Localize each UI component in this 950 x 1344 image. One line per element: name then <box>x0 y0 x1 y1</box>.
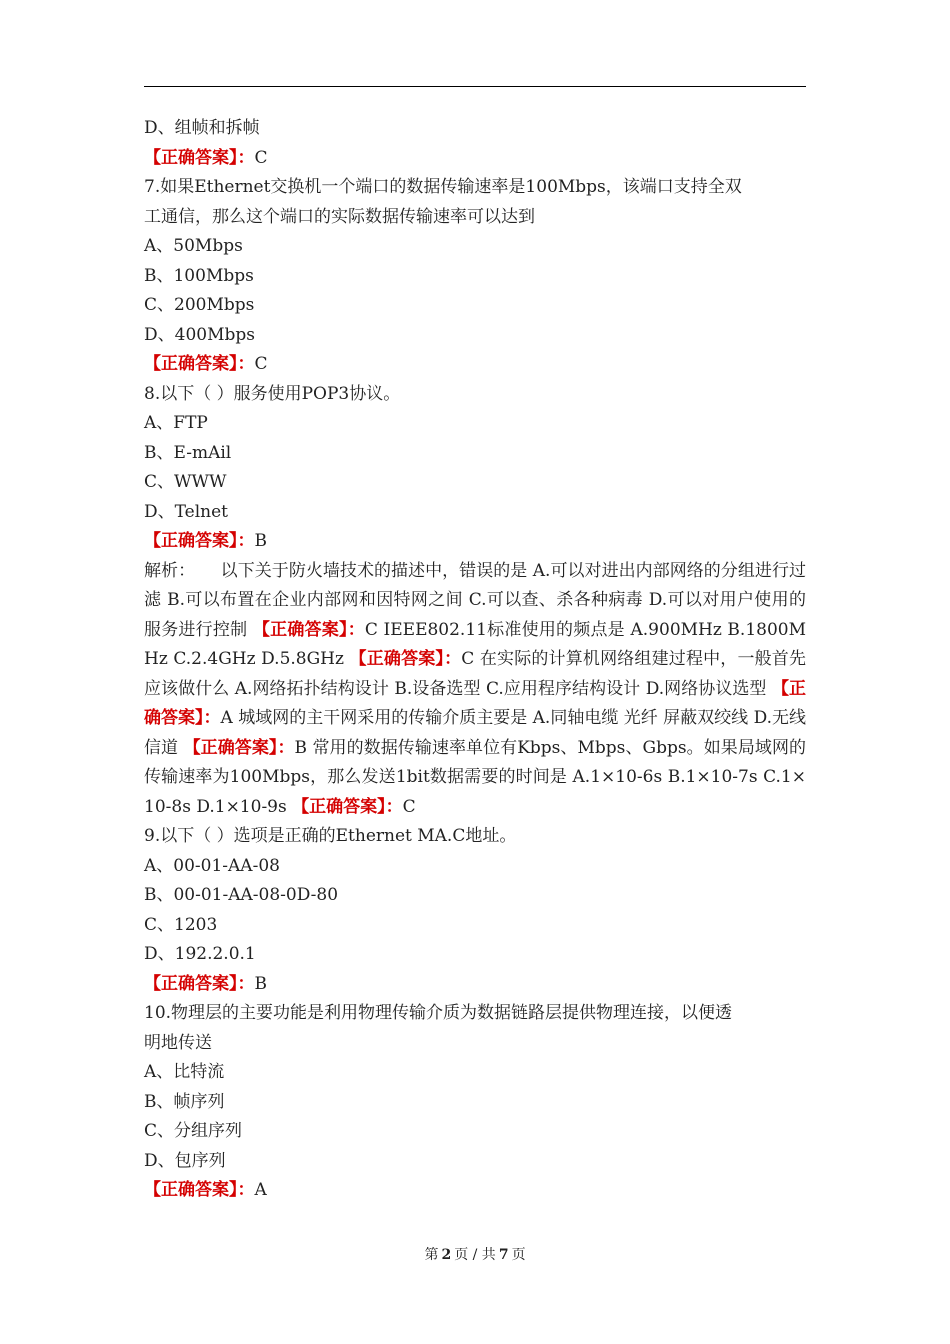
answer-label: 【正确答案】： <box>144 1180 255 1200</box>
q8-option-a: A、FTP <box>144 413 208 433</box>
answer-label: 【正确答案】： <box>252 619 365 640</box>
answer-label: 【正确答案】： <box>183 737 295 758</box>
answer-label: 【正确答案】： <box>349 649 462 669</box>
q9-option-b: B、00-01-AA-08-0D-80 <box>144 885 339 905</box>
q8-option-c: C、WWW <box>144 472 227 492</box>
document-body <box>144 114 806 1206</box>
analysis-text: A 城域网的主干网采用的传输介质主要是 A.同轴电缆 光纤 屏蔽双绞线 D.无线信道 <box>144 708 807 758</box>
analysis-text: C 在实际的计算机网络组建过程中，一般首先应该做什么 A.网络拓扑结构设计 B.设备选型 C.应用程序结构设计 D.网络协议选型 <box>144 649 806 699</box>
answer-label: 【正确答案】： <box>144 531 255 551</box>
answer-value: C <box>254 147 268 168</box>
page-footer <box>0 1244 950 1264</box>
q7-option-d: D、400Mbps <box>144 324 255 345</box>
answer-value: B <box>254 531 267 551</box>
q9-answer <box>144 970 806 1000</box>
analysis-text: B 常用的数据传输速率单位有Kbps、Mbps、Gbps。如果局域网的传输速率为100Mbps，那么发送1bit数据需要的时间是 A.1×10-6s B.1×10-7s C.1×10-8s D.1×10-9s <box>144 737 806 817</box>
q9-option-a: A、00-01-AA-08 <box>144 855 280 876</box>
footer-mid: 页 / 共 <box>454 1247 496 1263</box>
prev-option-d: D、组帧和拆帧 <box>144 118 260 138</box>
analysis-text: 解析： 以下关于防火墙技术的描述中，错误的是 A.可以对进出内部网络的分组进行过滤 B.可以布置在企业内部网和因特网之间 C.可以查、杀各种病毒 D.可以对用户使用的服务进行控制 <box>144 560 806 640</box>
answer-label: 【正确答案】： <box>292 796 403 817</box>
q7-question-line2: 工通信，那么这个端口的实际数据传输速率可以达到 <box>144 206 535 227</box>
answer-label: 【正确答案】： <box>144 973 255 994</box>
analysis-text: C IEEE802.11标准使用的频点是 A.900MHz B.1800MHz C.2.4GHz D.5.8GHz <box>144 619 807 669</box>
answer-value: A <box>254 1180 267 1200</box>
q10-option-c: C、分组序列 <box>144 1121 243 1141</box>
q8-option-b: B、E-mAil <box>144 442 232 463</box>
q9-option-d: D、192.2.0.1 <box>144 944 256 964</box>
q10-option-a: A、比特流 <box>144 1062 225 1082</box>
q10-answer <box>144 1176 806 1206</box>
footer-page-number: 2 <box>441 1247 452 1263</box>
q10-question-line1: 10.物理层的主要功能是利用物理传输介质为数据链路层提供物理连接，以便透 <box>144 1003 733 1023</box>
prev-answer <box>144 144 806 174</box>
analysis-paragraph <box>144 557 806 823</box>
q8-question: 8.以下（ ）服务使用POP3协议。 <box>144 383 401 404</box>
q7-option-b: B、100Mbps <box>144 265 254 286</box>
q7-option-c: C、200Mbps <box>144 295 255 315</box>
q8-answer <box>144 527 806 557</box>
q7-question-line1: 7.如果Ethernet交换机一个端口的数据传输速率是100Mbps，该端口支持全双 <box>144 177 742 197</box>
q10-option-d: D、包序列 <box>144 1150 226 1171</box>
q7-answer <box>144 350 806 380</box>
answer-value: C <box>254 354 268 374</box>
header-rule <box>144 86 806 87</box>
answer-label: 【正确答案】： <box>144 354 255 374</box>
q10-option-b: B、帧序列 <box>144 1091 225 1112</box>
answer-value: B <box>254 973 267 994</box>
q9-option-c: C、1203 <box>144 914 218 935</box>
analysis-text: C <box>402 796 416 817</box>
footer-prefix: 第 <box>424 1247 439 1263</box>
footer-total-pages: 7 <box>498 1247 509 1263</box>
footer-suffix: 页 <box>511 1247 526 1263</box>
q8-option-d: D、Telnet <box>144 501 228 522</box>
answer-label: 【正确答案】： <box>144 678 807 728</box>
answer-label: 【正确答案】： <box>144 147 255 168</box>
q9-question: 9.以下（ ）选项是正确的Ethernet MA.C地址。 <box>144 826 517 846</box>
q10-question-line2: 明地传送 <box>144 1032 212 1053</box>
q7-option-a: A、50Mbps <box>144 236 243 256</box>
